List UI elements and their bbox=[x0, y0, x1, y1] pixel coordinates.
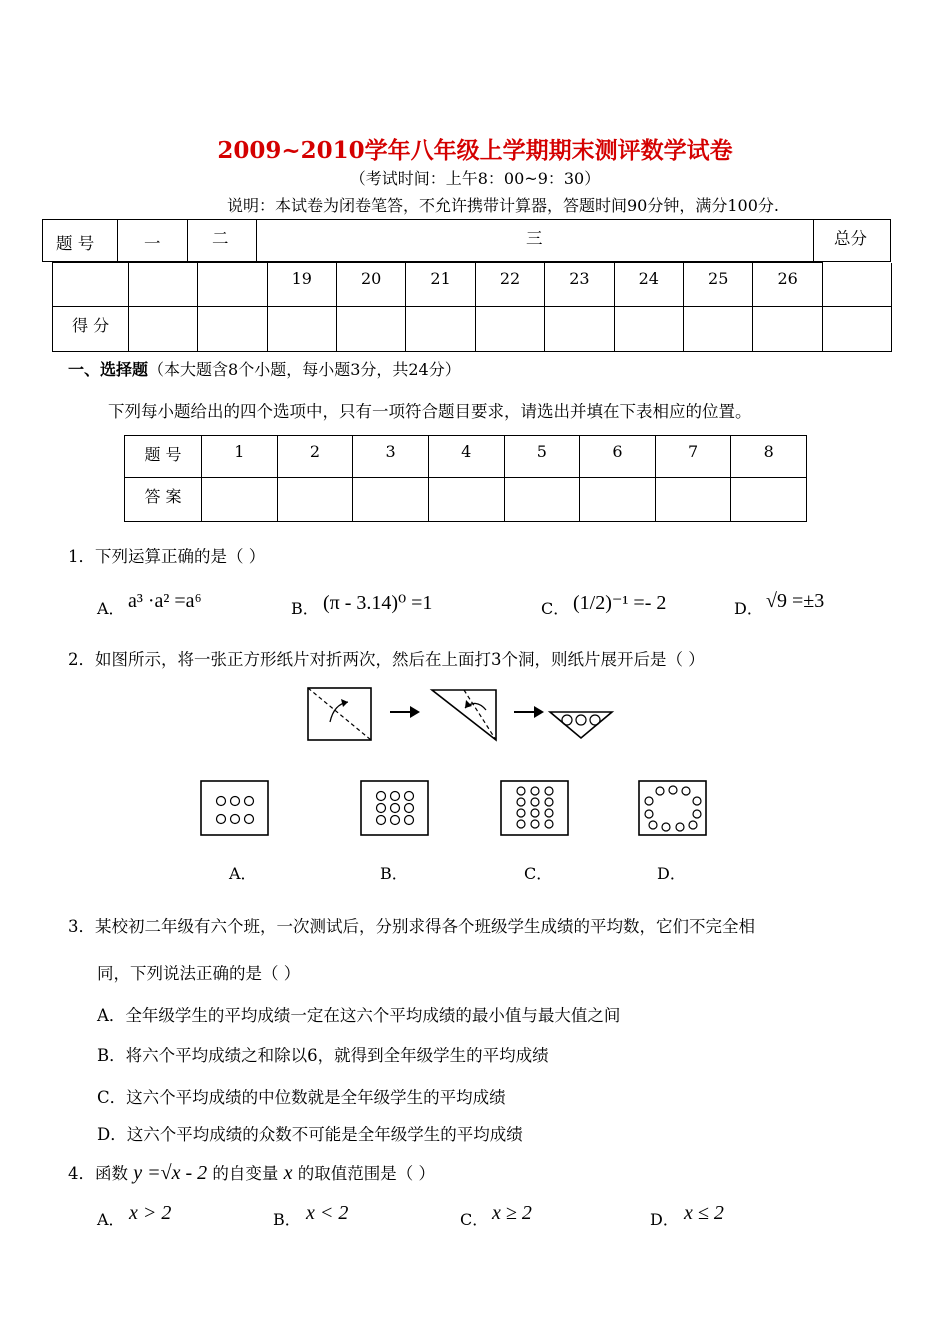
q1-A-expr: a³ ·a² =a⁶ bbox=[128, 590, 202, 612]
paper-square bbox=[308, 688, 371, 740]
section1-heading bbox=[68, 357, 461, 380]
q3-stem-line1: 3．某校初二年级有六个班，一次测试后，分别求得各个班级学生成绩的平均数，它们不完全相 bbox=[68, 917, 755, 936]
q2-option-D-figure bbox=[638, 780, 708, 836]
score-col-total: 总分 bbox=[834, 229, 867, 248]
exam-title: 2009~2010学年八年级上学期期末测评数学试卷 bbox=[217, 137, 733, 164]
paper-triangle bbox=[432, 690, 496, 740]
q1-stem: 1．下列运算正确的是（ ） bbox=[68, 547, 266, 566]
answer-num-8: 8 bbox=[731, 436, 807, 478]
score-label-tihao: 题 号 bbox=[56, 234, 95, 253]
score-sub-26: 26 bbox=[753, 263, 822, 307]
q1-A-label: A． bbox=[97, 599, 125, 618]
q4-D-expr: x ≤ 2 bbox=[684, 1202, 724, 1224]
q3-option-B: B．将六个平均成绩之和除以6，就得到全年级学生的平均成绩 bbox=[97, 1046, 549, 1065]
score-sub-20: 20 bbox=[336, 263, 405, 307]
q4-stem-prefix: 4．函数 bbox=[68, 1164, 128, 1183]
answer-num-4: 4 bbox=[428, 436, 504, 478]
q3-option-A: A．全年级学生的平均成绩一定在这六个平均成绩的最小值与最大值之间 bbox=[97, 1006, 621, 1025]
q4-A-label: A． bbox=[97, 1210, 125, 1229]
score-col-3: 三 bbox=[526, 229, 543, 248]
answer-table bbox=[124, 435, 807, 522]
answer-num-3: 3 bbox=[353, 436, 429, 478]
q3-option-D: D．这六个平均成绩的众数不可能是全年级学生的平均成绩 bbox=[97, 1125, 523, 1144]
arrow-icon bbox=[410, 706, 420, 718]
q3-option-C: C．这六个平均成绩的中位数就是全年级学生的平均成绩 bbox=[97, 1088, 506, 1107]
q2-option-B-figure bbox=[360, 780, 430, 836]
q2-option-B-label: B． bbox=[380, 864, 408, 883]
q2-option-D-label: D． bbox=[657, 864, 686, 883]
answer-num-7: 7 bbox=[655, 436, 731, 478]
answer-num-5: 5 bbox=[504, 436, 580, 478]
score-col-1: 一 bbox=[144, 234, 161, 253]
score-sub-23: 23 bbox=[545, 263, 614, 307]
answer-num-6: 6 bbox=[580, 436, 656, 478]
fold-line-1 bbox=[308, 688, 371, 740]
q4-D-label: D． bbox=[650, 1210, 679, 1229]
score-table-rows bbox=[52, 262, 892, 352]
score-col-2: 二 bbox=[212, 229, 229, 248]
score-sub-22: 22 bbox=[475, 263, 544, 307]
q4-B-expr: x < 2 bbox=[306, 1202, 349, 1224]
answer-num-2: 2 bbox=[277, 436, 353, 478]
answer-num-1: 1 bbox=[202, 436, 278, 478]
score-sub-21: 21 bbox=[406, 263, 475, 307]
arrow-icon bbox=[534, 706, 544, 718]
q2-option-A-figure bbox=[200, 780, 270, 836]
score-sub-19: 19 bbox=[267, 263, 336, 307]
score-sub-24: 24 bbox=[614, 263, 683, 307]
score-label-defen: 得 分 bbox=[53, 307, 129, 352]
q2-stem: 2．如图所示，将一张正方形纸片对折两次，然后在上面打3个洞，则纸片展开后是（ ） bbox=[68, 650, 705, 669]
q4-C-label: C． bbox=[460, 1210, 489, 1229]
q1-B-label: B． bbox=[291, 599, 319, 618]
q2-option-C-figure bbox=[500, 780, 570, 836]
q4-A-expr: x > 2 bbox=[129, 1202, 172, 1224]
fold-arrow-1 bbox=[330, 702, 348, 722]
q2-option-A-label: A． bbox=[229, 864, 257, 883]
q4-stem-expr: y =√x - 2 bbox=[133, 1162, 208, 1184]
q1-B-expr: (π - 3.14)⁰ =1 bbox=[323, 592, 433, 614]
q2-folding-figure bbox=[300, 682, 620, 744]
q4-stem-mid: 的自变量 bbox=[212, 1164, 279, 1183]
section1-heading-note: （本大题含8个小题，每小题3分，共24分） bbox=[148, 360, 461, 379]
q4-B-label: B． bbox=[273, 1210, 301, 1229]
q4-stem-var: x bbox=[283, 1162, 293, 1184]
exam-time: （考试时间：上午8：00~9：30） bbox=[349, 169, 601, 188]
q4-stem bbox=[68, 1160, 435, 1185]
q2-option-C-label: C． bbox=[524, 864, 553, 883]
q1-C-label: C． bbox=[541, 599, 570, 618]
score-sub-25: 25 bbox=[684, 263, 753, 307]
q3-stem-line2: 同，下列说法正确的是（ ） bbox=[97, 964, 301, 983]
q1-C-expr: (1/2)⁻¹ =- 2 bbox=[573, 592, 667, 614]
exam-note: 说明：本试卷为闭卷笔答，不允许携带计算器，答题时间90分钟，满分100分. bbox=[227, 196, 779, 215]
answer-label-tihao: 题 号 bbox=[125, 436, 202, 478]
answer-label-daan: 答 案 bbox=[125, 478, 202, 522]
q4-stem-suffix: 的取值范围是（ ） bbox=[297, 1164, 436, 1183]
q4-C-expr: x ≥ 2 bbox=[492, 1202, 532, 1224]
section1-title: 一、选择题 bbox=[68, 360, 149, 379]
section1-instruction: 下列每小题给出的四个选项中，只有一项符合题目要求，请选出并填在下表相应的位置。 bbox=[108, 402, 752, 421]
q1-D-expr: √9 =±3 bbox=[766, 590, 825, 612]
q1-D-label: D． bbox=[734, 599, 763, 618]
